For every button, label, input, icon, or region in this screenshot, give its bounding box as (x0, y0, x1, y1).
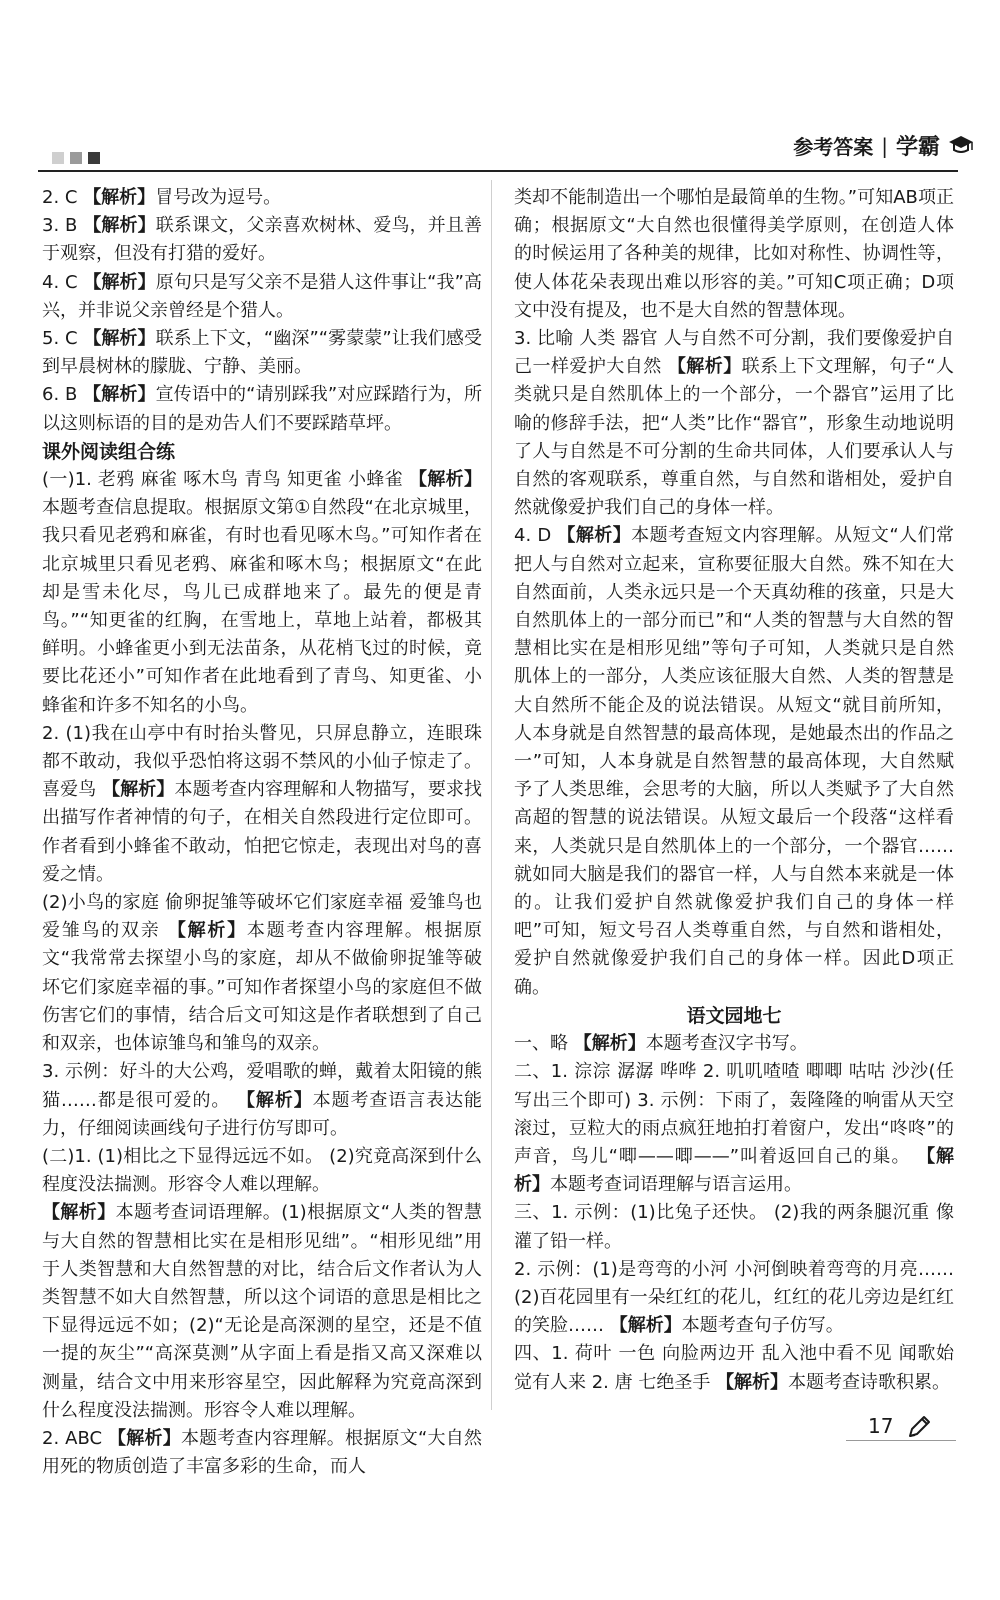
header-square-mid (70, 152, 82, 164)
right-column (514, 184, 954, 1397)
answer-paragraph: (一)1. 老鸦 麻雀 啄木鸟 青鸟 知更雀 小蜂雀 【解析】本题考查信息提取。根据原文第①自然段“在北京城里，我只看见老鸦和麻雀，有时也看见啄木鸟。”可知作者在北京城里只看见老鸦、麻雀和啄木鸟；根据原文“在此却是雪未化尽，鸟儿已成群地来了。最先的便是青鸟。”“知更雀的红胸，在雪地上，草地上站着，都极其鲜明。小蜂雀更小到无法苗条，从花梢飞过的时候，竟要比花还小”可知作者在此地看到了青鸟、知更雀、小蜂雀和许多不知名的小鸟。 (42, 469, 482, 716)
analysis-tag: 【解析】 (83, 215, 156, 237)
answer-paragraph: 6. B 【解析】宣传语中的“请别踩我”对应踩踏行为，所以这则标语的目的是劝告人们不要踩踏草坪。 (42, 384, 483, 434)
answer-paragraph: (2)小鸟的家庭 偷卵捉雏等破坏它们家庭幸福 爱雏鸟也爱雏鸟的双亲 【解析】本题考查内容理解。根据原文“我常常去探望小鸟的家庭，却从不做偷卵捉雏等破坏它们家庭幸福的事。”可知作者探望小鸟的家庭但不做伤害它们的事情，结合后文可知这是作者联想到了自己和双亲，也体谅雏鸟和雏鸟的双亲。 (42, 892, 483, 1055)
analysis-tag: 【解析】 (667, 356, 742, 378)
brand-separator: | (881, 133, 888, 158)
analysis-tag: 【解析】 (83, 187, 156, 208)
answer-paragraph: 3. 示例：好斗的大公鸡，爱唱歌的蝉，戴着太阳镜的熊猫……都是很可爱的。 【解析】本题考查语言表达能力，仔细阅读画线句子进行仿写即可。 (42, 1061, 482, 1139)
answer-paragraph: 4. D 【解析】本题考查短文内容理解。从短文“人们常把人与自然对立起来，宣称要征服大自然。殊不知在大自然面前，人类永远只是一个天真幼稚的孩童，只是大自然肌体上的一部分而已”和“人类的智慧与大自然的智慧相比实在是相形见绌”等句子可知，人类就只是自然肌体上的一部分，人类应该征服大自然、人类的智慧是大自然所不能企及的说法错误。从短文“就目前所知，人本身就是自然智慧的最高体现，是她最杰出的作品之一”可知，人本身就是自然智慧的最高体现，大自然赋予了人类思维，会思考的大脑，所以人类赋予了大自然高超的智慧的说法错误。从短文最后一个段落“这样看来，人类就只是自然肌体上的一个部分，一个器官……就如同大脑是我们的器官一样，人与自然本来就是一体的。让我们爱护自然就像爱护我们自己的身体一样吧”可知，短文号召人类尊重自然，与自然和谐相处，爱护自然就像爱护我们自己的身体一样。因此D项正确。 (514, 525, 955, 998)
pencil-icon (906, 1414, 932, 1440)
analysis-tag: 【解析】 (83, 328, 156, 350)
analysis-tag: 【解析】 (83, 384, 156, 406)
analysis-tag: 【解析】 (514, 1145, 954, 1196)
answer-paragraph: 二、1. 淙淙 潺潺 哗哗 2. 叽叽喳喳 唧唧 咕咕 沙沙(任写出三个即可) 3. 示例：下雨了，轰隆隆的响雷从天空滚过，豆粒大的雨点疯狂地拍打着窗户，发出“咚咚”的声音，鸟儿“唧——唧——”叫着返回自己的巢。 【解析】本题考查词语理解与语言运用。 (514, 1061, 954, 1196)
answer-paragraph: 3. B 【解析】联系课文，父亲喜欢树林、爱鸟，并且善于观察，但没有打猎的爱好。 (42, 215, 483, 265)
analysis-tag: 【解析】 (102, 779, 175, 801)
analysis-tag: 【解析】 (409, 469, 482, 491)
analysis-tag: 【解析】 (609, 1315, 682, 1337)
answer-paragraph: 2. (1)我在山亭中有时抬头瞥见，只屏息静立，连眼珠都不敢动，我似乎恐怕将这弱不禁风的小仙子惊走了。 喜爱鸟 【解析】本题考查内容理解和人物描写，要求找出描写作者神情的句子，在相关自然段进行定位即可。作者看到小蜂雀不敢动，怕把它惊走，表现出对鸟的喜爱之情。 (42, 722, 483, 885)
analysis-tag: 【解析】 (236, 1089, 313, 1111)
column-divider (491, 180, 492, 1410)
answer-paragraph: 类却不能制造出一个哪怕是最简单的生物。”可知AB项正确；根据原文“大自然也很懂得美学原则，在创造人体的时候运用了各种美的规律，比如对称性、协调性等，使人体花朵表现出难以形容的美。”可知C项正确；D项文中没有提及，也不是大自然的智慧体现。 (514, 187, 954, 321)
answer-paragraph: 一、略 【解析】本题考查汉字书写。 (514, 1033, 808, 1055)
answer-paragraph: 4. C 【解析】原句只是写父亲不是猎人这件事让“我”高兴，并非说父亲曾经是个猎人。 (42, 271, 483, 321)
answer-paragraph: 三、1. 示例：(1)比兔子还快。 (2)我的两条腿沉重 像灌了铅一样。 (514, 1202, 954, 1252)
page-number: 17 (868, 1414, 894, 1438)
brand-block (793, 130, 974, 161)
brand-name: 学霸 (895, 135, 940, 160)
answer-paragraph: 四、1. 荷叶 一色 向脸两边开 乱入池中看不见 闻歌始觉有人来 2. 唐 七绝圣手 【解析】本题考查诗歌积累。 (514, 1343, 954, 1393)
header-rule (38, 170, 958, 172)
analysis-tag: 【解析】 (108, 1427, 181, 1449)
analysis-tag: 【解析】 (557, 525, 632, 547)
analysis-tag: 【解析】 (42, 1202, 116, 1224)
left-column (42, 184, 482, 1481)
section-heading: 课外阅读组合练 (42, 440, 176, 463)
answer-paragraph: 【解析】本题考查词语理解。(1)根据原文“人类的智慧与大自然的智慧相比实在是相形见绌”。“相形见绌”用于人类智慧和大自然智慧的对比，结合后文作者认为人类智慧不如大自然智慧，所以这个词语的意思是相比之下显得远远不如；(2)“无论是高深测的星空，还是不值一提的灰尘”“高深莫测”从字面上看是指又高又深难以测量，结合文中用来形容星空，因此解释为究竟高深到什么程度没法揣测。形容令人难以理解。 (42, 1202, 483, 1421)
answer-paragraph: (二)1. (1)相比之下显得远远不如。 (2)究竟高深到什么程度没法揣测。形容令人难以理解。 (42, 1145, 482, 1196)
analysis-tag: 【解析】 (83, 271, 156, 293)
section-heading: 语文园地七 (686, 1004, 782, 1027)
analysis-tag: 【解析】 (573, 1033, 646, 1055)
answer-paragraph: 2. C 【解析】冒号改为逗号。 (42, 187, 282, 208)
answer-paragraph: 3. 比喻 人类 器官 人与自然不可分割，我们要像爱护自己一样爱护大自然 【解析】联系上下文理解，句子“人类就只是自然肌体上的一个部分，一个器官”运用了比喻的修辞手法，把“人类”比作“器官”，形象生动地说明了人与自然是不可分割的生命共同体，人们要承认人与自然的客观联系，尊重自然，与自然和谐相处，爱护自然就像爱护我们自己的身体一样。 (514, 328, 954, 519)
analysis-tag: 【解析】 (167, 920, 247, 942)
header-square-dark (88, 152, 100, 164)
analysis-tag: 【解析】 (716, 1371, 789, 1393)
section-label: 参考答案 (793, 135, 874, 159)
graduation-cap-icon (948, 134, 974, 158)
answer-paragraph: 2. ABC 【解析】本题考查内容理解。根据原文“大自然用死的物质创造了丰富多彩的生命，而人 (42, 1427, 482, 1478)
footer-rule (846, 1440, 956, 1441)
answer-paragraph: 2. 示例：(1)是弯弯的小河 小河倒映着弯弯的月亮…… (2)百花园里有一朵红红的花儿，红红的花儿旁边是红红的笑脸…… 【解析】本题考查句子仿写。 (514, 1258, 954, 1337)
header-square-light (52, 152, 64, 164)
answer-paragraph: 5. C 【解析】联系上下文，“幽深”“雾蒙蒙”让我们感受到早晨树林的朦胧、宁静、美丽。 (42, 328, 482, 378)
